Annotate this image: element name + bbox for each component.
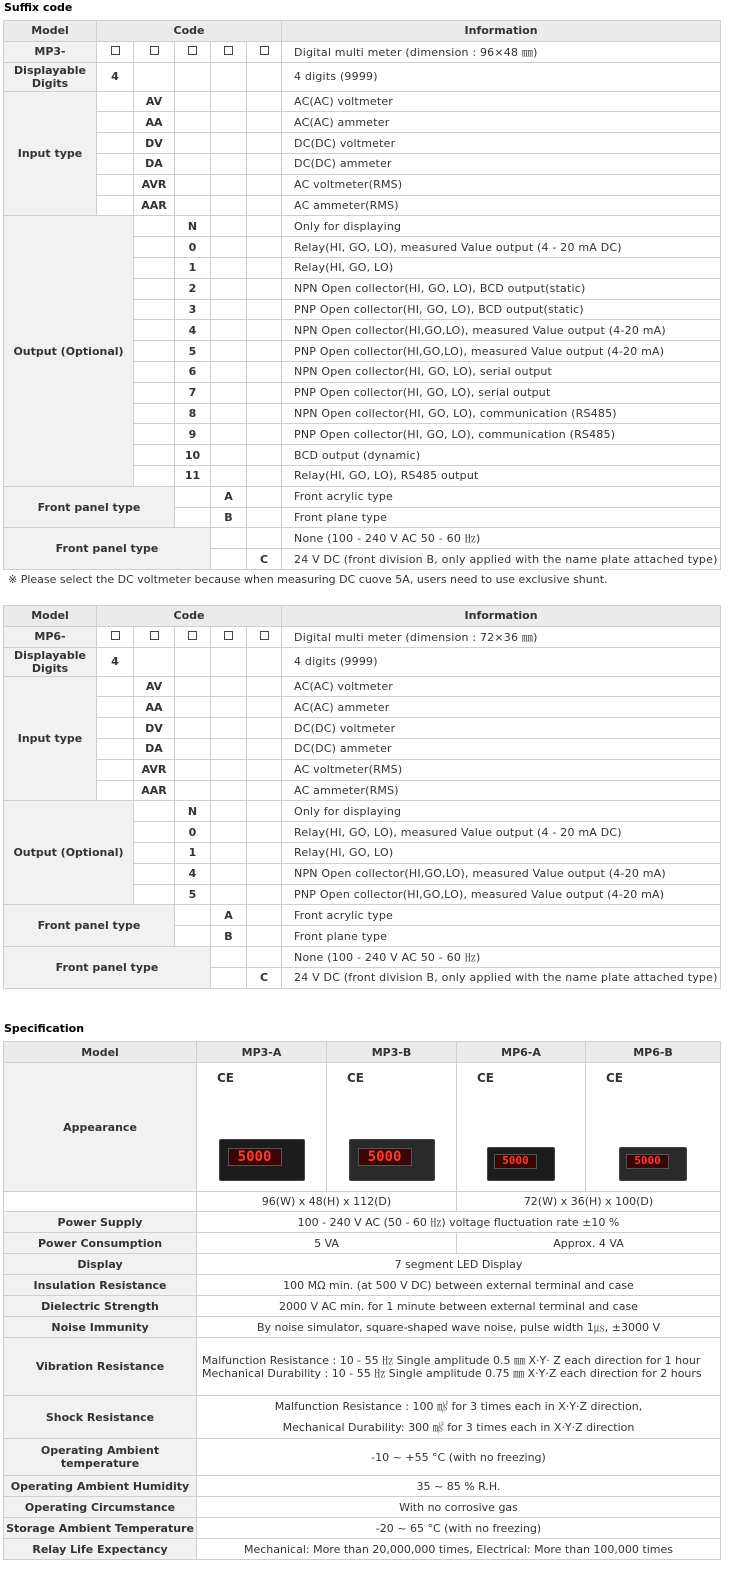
front-panel-info: Front plane type <box>282 507 721 528</box>
insulation-label: Insulation Resistance <box>4 1275 197 1296</box>
specification-title: Specification <box>4 1022 85 1035</box>
dims-mp6: 72(W) x 36(H) x 100(D) <box>457 1192 721 1212</box>
power-info: 24 V DC (front division B, only applied with the name plate attached type) <box>282 967 721 988</box>
meter-device-image <box>619 1147 687 1181</box>
vibration-malfunction: Malfunction Resistance : 10 - 55 ㎐ Single amplitude 0.5 ㎜ X·Y· Z each direction for 1 hour <box>202 1353 701 1367</box>
power-consumption-mp3: 5 VA <box>197 1233 457 1254</box>
output-info: PNP Open collector(HI, GO, LO), BCD output(static) <box>282 299 721 320</box>
placeholder-box-icon <box>260 631 269 640</box>
output-info: NPN Open collector(HI,GO,LO), measured Value output (4-20 mA) <box>282 863 721 884</box>
model-mp3-a: MP3-A <box>197 1042 327 1063</box>
shock-malfunction: Malfunction Resistance : 100 ㎨ for 3 times each in X·Y·Z direction, <box>274 1400 643 1413</box>
input-code: AA <box>134 112 175 133</box>
led-display: 5000 <box>494 1154 537 1169</box>
model-info: Digital multi meter (dimension : 72×36 ㎜) <box>282 626 721 647</box>
output-code: N <box>175 801 211 822</box>
code-header: Code <box>97 21 282 42</box>
output-info: Relay(HI, GO, LO), RS485 output <box>282 465 721 486</box>
model-header: Model <box>4 21 97 42</box>
power-code: C <box>247 967 282 988</box>
front-panel-code: B <box>211 926 247 947</box>
power-type-label: Front panel type <box>4 946 211 988</box>
output-code: 4 <box>175 863 211 884</box>
front-panel-info: Front acrylic type <box>282 486 721 507</box>
output-code: 5 <box>175 884 211 905</box>
model-code: MP3- <box>4 41 97 62</box>
output-code: 1 <box>175 257 211 278</box>
led-display: 5000 <box>358 1148 412 1166</box>
input-code: AVR <box>134 174 175 195</box>
display-value: 7 segment LED Display <box>197 1254 721 1275</box>
input-code: AAR <box>134 195 175 216</box>
output-info: Only for displaying <box>282 216 721 237</box>
vibration-durability: Mechanical Durability : 10 - 55 ㎐ Single amplitude 0.75 ㎜ X·Y·Z each direction for 2 hours <box>202 1366 702 1380</box>
power-info: None (100 - 240 V AC 50 - 60 ㎐) <box>282 528 721 549</box>
output-code: 11 <box>175 465 211 486</box>
output-code: 0 <box>175 237 211 258</box>
ce-mark-icon: CE <box>477 1071 495 1085</box>
model-mp6-b: MP6-B <box>586 1042 721 1063</box>
storage-temp-label: Storage Ambient Temperature <box>4 1518 197 1539</box>
led-display: 5000 <box>228 1148 282 1166</box>
model-info: Digital multi meter (dimension : 96×48 ㎜) <box>282 41 721 62</box>
power-type-label: Front panel type <box>4 528 211 570</box>
front-panel-label: Front panel type <box>4 486 175 528</box>
power-supply-value: 100 - 240 V AC (50 - 60 ㎐) voltage fluctuation rate ±10 % <box>197 1212 721 1233</box>
power-code <box>247 528 282 549</box>
input-code: DA <box>134 153 175 174</box>
dielectric-value: 2000 V AC min. for 1 minute between external terminal and case <box>197 1296 721 1317</box>
placeholder-box-icon <box>260 46 269 55</box>
power-supply-label: Power Supply <box>4 1212 197 1233</box>
input-info: AC ammeter(RMS) <box>282 780 721 801</box>
output-code: 9 <box>175 424 211 445</box>
input-code: DV <box>134 133 175 154</box>
model-code: MP6- <box>4 626 97 647</box>
dielectric-label: Dielectric Strength <box>4 1296 197 1317</box>
output-code: N <box>175 216 211 237</box>
input-info: DC(DC) ammeter <box>282 738 721 759</box>
output-info: PNP Open collector(HI,GO,LO), measured Value output (4-20 mA) <box>282 341 721 362</box>
output-info: Relay(HI, GO, LO), measured Value output (4 - 20 mA DC) <box>282 237 721 258</box>
input-info: AC ammeter(RMS) <box>282 195 721 216</box>
digits-code: 4 <box>97 62 134 91</box>
input-code: AA <box>134 697 175 718</box>
output-label: Output (Optional) <box>4 216 134 486</box>
meter-device-image <box>349 1139 435 1181</box>
digits-code: 4 <box>97 647 134 676</box>
information-header: Information <box>282 606 721 627</box>
placeholder-box-icon <box>188 46 197 55</box>
input-info: DC(DC) voltmeter <box>282 718 721 739</box>
front-panel-info: Front plane type <box>282 926 721 947</box>
op-temp-value: -10 ~ +55 °C (with no freezing) <box>197 1439 721 1476</box>
shock-durability: Mechanical Durability: 300 ㎨ for 3 times each in X·Y·Z direction <box>282 1421 635 1434</box>
input-info: AC voltmeter(RMS) <box>282 759 721 780</box>
shock-label: Shock Resistance <box>4 1396 197 1439</box>
power-consumption-mp6: Approx. 4 VA <box>457 1233 721 1254</box>
product-photo-mp6-b <box>586 1063 720 1191</box>
noise-value: By noise simulator, square-shaped wave noise, pulse width 1㎲, ±3000 V <box>197 1317 721 1338</box>
op-humidity-value: 35 ~ 85 % R.H. <box>197 1476 721 1497</box>
front-panel-label: Front panel type <box>4 905 175 947</box>
output-code: 3 <box>175 299 211 320</box>
digits-label: Displayable Digits <box>4 647 97 676</box>
relay-life-label: Relay Life Expectancy <box>4 1539 197 1560</box>
output-code: 4 <box>175 320 211 341</box>
product-photo-mp3-b <box>327 1063 456 1191</box>
placeholder-box-icon <box>224 631 233 640</box>
output-code: 7 <box>175 382 211 403</box>
power-info: 24 V DC (front division B, only applied with the name plate attached type) <box>282 549 721 570</box>
output-info: PNP Open collector(HI, GO, LO), communication (RS485) <box>282 424 721 445</box>
input-info: AC(AC) ammeter <box>282 112 721 133</box>
output-code: 2 <box>175 278 211 299</box>
input-info: AC(AC) voltmeter <box>282 91 721 112</box>
placeholder-box-icon <box>111 46 120 55</box>
meter-device-image <box>219 1139 305 1181</box>
output-info: NPN Open collector(HI, GO, LO), serial output <box>282 361 721 382</box>
placeholder-box-icon <box>150 631 159 640</box>
suffix-table-mp6 <box>3 605 721 989</box>
specification-table <box>3 1041 721 1560</box>
code-header: Code <box>97 606 282 627</box>
output-info: BCD output (dynamic) <box>282 445 721 466</box>
ce-mark-icon: CE <box>217 1071 235 1085</box>
placeholder-box-icon <box>188 631 197 640</box>
suffix-code-title: Suffix code <box>4 1 73 14</box>
input-code: DA <box>134 738 175 759</box>
op-circum-value: With no corrosive gas <box>197 1497 721 1518</box>
output-code: 0 <box>175 822 211 843</box>
output-info: NPN Open collector(HI, GO, LO), communication (RS485) <box>282 403 721 424</box>
output-info: Relay(HI, GO, LO), measured Value output (4 - 20 mA DC) <box>282 822 721 843</box>
output-info: NPN Open collector(HI, GO, LO), BCD output(static) <box>282 278 721 299</box>
ce-mark-icon: CE <box>606 1071 624 1085</box>
front-panel-code: A <box>211 486 247 507</box>
output-code: 1 <box>175 842 211 863</box>
input-info: AC voltmeter(RMS) <box>282 174 721 195</box>
input-type-label: Input type <box>4 91 97 216</box>
output-info: Relay(HI, GO, LO) <box>282 257 721 278</box>
input-code: AV <box>134 91 175 112</box>
model-header: Model <box>4 606 97 627</box>
output-info: Only for displaying <box>282 801 721 822</box>
product-photo-mp6-a <box>457 1063 585 1191</box>
digits-info: 4 digits (9999) <box>282 62 721 91</box>
digits-label: Displayable Digits <box>4 62 97 91</box>
output-info: Relay(HI, GO, LO) <box>282 842 721 863</box>
input-info: AC(AC) voltmeter <box>282 676 721 697</box>
power-consumption-label: Power Consumption <box>4 1233 197 1254</box>
input-code: DV <box>134 718 175 739</box>
insulation-value: 100 MΩ min. (at 500 V DC) between external terminal and case <box>197 1275 721 1296</box>
placeholder-box-icon <box>150 46 159 55</box>
input-info: DC(DC) ammeter <box>282 153 721 174</box>
front-panel-code: B <box>211 507 247 528</box>
output-label: Output (Optional) <box>4 801 134 905</box>
op-temp-label: Operating Ambient temperature <box>4 1439 197 1476</box>
output-info: PNP Open collector(HI,GO,LO), measured Value output (4-20 mA) <box>282 884 721 905</box>
output-info: NPN Open collector(HI,GO,LO), measured Value output (4-20 mA) <box>282 320 721 341</box>
input-type-label: Input type <box>4 676 97 801</box>
power-code <box>247 946 282 967</box>
display-label: Display <box>4 1254 197 1275</box>
power-info: None (100 - 240 V AC 50 - 60 ㎐) <box>282 946 721 967</box>
product-photo-mp3-a <box>197 1063 326 1191</box>
storage-temp-value: -20 ~ 65 °C (with no freezing) <box>197 1518 721 1539</box>
input-code: AAR <box>134 780 175 801</box>
model-mp6-a: MP6-A <box>457 1042 586 1063</box>
model-mp3-b: MP3-B <box>327 1042 457 1063</box>
power-code: C <box>247 549 282 570</box>
input-code: AVR <box>134 759 175 780</box>
input-info: AC(AC) ammeter <box>282 697 721 718</box>
op-circum-label: Operating Circumstance <box>4 1497 197 1518</box>
relay-life-value: Mechanical: More than 20,000,000 times, Electrical: More than 100,000 times <box>197 1539 721 1560</box>
front-panel-code: A <box>211 905 247 926</box>
ce-mark-icon: CE <box>347 1071 365 1085</box>
output-code: 6 <box>175 361 211 382</box>
placeholder-box-icon <box>224 46 233 55</box>
op-humidity-label: Operating Ambient Humidity <box>4 1476 197 1497</box>
suffix-table-mp3 <box>3 20 721 570</box>
dims-mp3: 96(W) x 48(H) x 112(D) <box>197 1192 457 1212</box>
information-header: Information <box>282 21 721 42</box>
vibration-label: Vibration Resistance <box>4 1338 197 1396</box>
input-info: DC(DC) voltmeter <box>282 133 721 154</box>
front-panel-info: Front acrylic type <box>282 905 721 926</box>
input-code: AV <box>134 676 175 697</box>
digits-info: 4 digits (9999) <box>282 647 721 676</box>
output-info: PNP Open collector(HI, GO, LO), serial output <box>282 382 721 403</box>
dc-voltmeter-note: ※ Please select the DC voltmeter because when measuring DC cuove 5A, users need to use exclusive shunt. <box>8 573 608 586</box>
noise-label: Noise Immunity <box>4 1317 197 1338</box>
spec-model-header: Model <box>4 1042 197 1063</box>
output-code: 5 <box>175 341 211 362</box>
led-display: 5000 <box>626 1154 669 1169</box>
output-code: 10 <box>175 445 211 466</box>
placeholder-box-icon <box>111 631 120 640</box>
output-code: 8 <box>175 403 211 424</box>
appearance-label: Appearance <box>4 1063 197 1192</box>
meter-device-image <box>487 1147 555 1181</box>
